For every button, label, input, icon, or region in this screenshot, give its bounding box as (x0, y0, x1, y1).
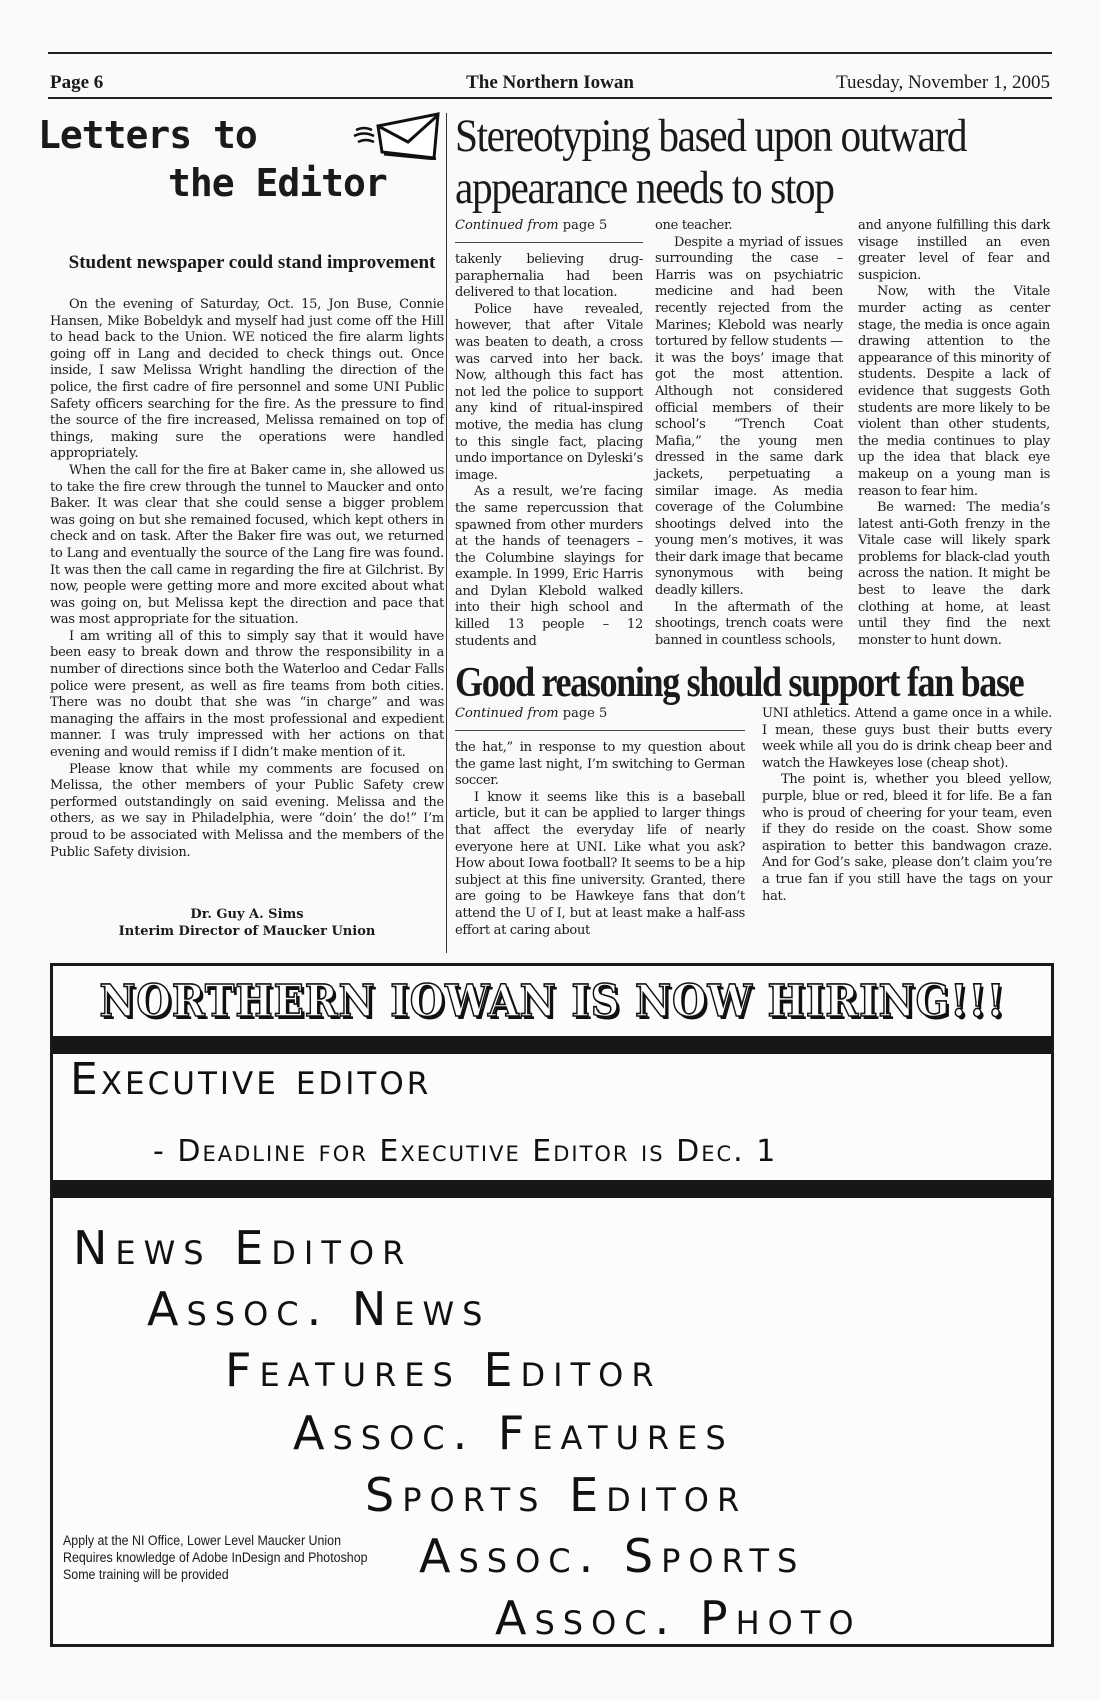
letter-headline: Student newspaper could stand improvement (68, 252, 436, 273)
signature-name: Dr. Guy A. Sims (190, 907, 304, 922)
article1-continued-from (455, 218, 607, 233)
article-paragraph: In the aftermath of the shootings, trench coats were banned in countless schools, (655, 599, 843, 648)
continued-rule (455, 242, 643, 243)
article-paragraph: Now, with the Vitale murder acting as center stage, the media is once again drawing attention to the appearance of this minority of students. Despite a lack of evidence that suggests Goth students are more likely to be violent than other students, the media continues to play up the idea that black eye makeup on a young man is reason to fear him. (858, 284, 1050, 499)
column-divider (446, 113, 447, 953)
article-paragraph: Police have revealed, however, that after Vitale was beaten to death, a cross was carved into her back. Now, although this fact has not led the police to support any kind of ritual-inspired motive, the media has clung to this single fact, placing undo importance on Dyleski’s image. (455, 301, 643, 483)
position-assoc-news: Assoc. News (147, 1282, 491, 1336)
continued-rule (455, 730, 745, 731)
masthead-top-rule (48, 52, 1052, 54)
article2-continued-from (455, 706, 607, 721)
hiring-banner (53, 966, 1051, 1036)
article2-headline: Good reasoning should support fan base (455, 660, 1024, 706)
article-paragraph: one teacher. (655, 218, 733, 233)
hiring-banner-text: NORTHERN IOWAN IS NOW HIRING!!! (99, 975, 1005, 1027)
article-paragraph: takenly believing drug-paraphernalia had been delivered to that location. (455, 252, 643, 301)
article-paragraph: the hat,” in response to my question about the game last night, I’m switching to German soccer. (455, 740, 745, 789)
letter-body (50, 297, 444, 861)
position-executive-editor: Executive editor (70, 1054, 432, 1105)
article2-column-1 (455, 740, 745, 939)
hiring-advertisement (50, 963, 1054, 1647)
letter-paragraph: On the evening of Saturday, Oct. 15, Jon Buse, Connie Hansen, Mike Bobeldyk and myself had just come off the Hill to head back to the Union. WE noticed the fire alarm lights going off in Lang and decided to check things out. Once inside, I saw Melissa Wright handling the direction of the police, the first cadre of fire personnel and some UNI Public Safety officers searching for the fire. As the pressure to find the source of the fire increased, Melissa remained on top of things, making sure the operations were handled appropriately. (50, 297, 444, 462)
article-paragraph: The point is, whether you bleed yellow, purple, blue or red, bleed it for life. Be a fan who is proud of cheering for your team, even if they do reside on the coast. Show some aspiration to better this bandwagon craze. And for God’s sake, please don’t claim you’re a true fan if you still have the tags on your hat. (762, 772, 1052, 904)
letter-paragraph: Please know that while my comments are focused on Melissa, the other members of your Public Safety crew performed outstandingly on said evening. Melissa and the others, as we say in Philadelphia, were “doin’ the do!” I’m proud to be associated with Melissa and the members of the Public Safety division. (50, 761, 444, 860)
position-assoc-photo: Assoc. Photo (495, 1591, 862, 1645)
article-paragraph: Be warned: The media’s latest anti-Goth frenzy in the Vitale case will likely spark problems for black-clad youth across the nation. It might be best to leave the dark clothing at home, at least until they find the next monster to hunt down. (858, 500, 1050, 648)
continued-label: Continued from (455, 218, 559, 233)
page-number: Page 6 (50, 72, 104, 93)
article-paragraph: Despite a myriad of issues surrounding the case – Harris was on psychiatric medicine and had been recently rejected from the Marines; Klebold was nearly tortured by fellow students — it was the boys’ image that got the most attention. Although not considered official members of their school’s “Trench Coat Mafia,” the young men dressed in the same dark jackets, perpetuating a similar image. As media coverage of the Columbine shootings delved into the young men’s motives, it was their dark image that became synonymous with being deadly killers. (655, 234, 843, 599)
letter-paragraph: I am writing all of this to simply say that it would have been easy to break down and throw the responsibility in a number of directions since both the Waterloo and Cedar Falls police were present, as well as fire teams from both cities. There was no doubt that she was “in charge” and was managing the affairs in the most professional and expedient manner. I was truly impressed with her actions on that evening and would remiss if I didn’t make mention of it. (50, 628, 444, 761)
article1-column-1 (455, 252, 643, 650)
article-paragraph: UNI athletics. Attend a game once in a while. I mean, these guys bust their butts every week while all you do is drink cheap beer and watch the Hawkeyes lose (cheap shot). (762, 706, 1052, 771)
section-title-line2: the Editor (168, 161, 387, 205)
position-assoc-features: Assoc. Features (293, 1406, 734, 1460)
issue-date: Tuesday, November 1, 2005 (836, 72, 1050, 93)
ad-divider-bar (53, 1180, 1051, 1198)
deadline-notice: - Deadline for Executive Editor is Dec. 1 (153, 1134, 778, 1169)
application-notes (63, 1532, 368, 1583)
article1-column-2 (655, 218, 843, 649)
continued-label: Continued from (455, 706, 559, 721)
article1-headline-line2: appearance needs to stop (455, 162, 834, 214)
letter-paragraph: When the call for the fire at Baker came in, she allowed us to take the fire crew through the tunnel to Maucker and onto Baker. It was clear that she could sense a bigger problem was going on but she remained focused, which kept others in check and on task. After the Baker fire was out, we returned to Lang and eventually the source of the Lang fire was found. It was then the call came in regarding the fire at Gilchrist. By now, people were getting more and more excited about what was going on, but Melissa kept the direction and pace that was most appropriate for the situation. (50, 462, 444, 628)
article-paragraph: I know it seems like this is a baseball article, but it can be applied to larger things that affect the everyday life of nearly everyone here at UNI. Like what you ask? How about Iowa football? It seems to be a hip subject at this fine university. Granted, there are going to be Hawkeye fans that don’t attend the U of I, but at least make a half-ass effort at caring about (455, 789, 745, 938)
envelope-icon (352, 112, 442, 160)
article1-headline (455, 110, 992, 214)
application-note: Apply at the NI Office, Lower Level Maucker Union (63, 1533, 341, 1548)
article1-column-3 (858, 218, 1050, 649)
position-assoc-sports: Assoc. Sports (419, 1529, 806, 1583)
article-paragraph: and anyone fulfilling this dark visage instilled an even greater level of fear and suspicion. (858, 218, 1050, 283)
application-note: Requires knowledge of Adobe InDesign and Photoshop (63, 1550, 368, 1565)
continued-page: page 5 (558, 706, 608, 721)
section-title-line1: Letters to (38, 113, 257, 157)
ad-divider-bar (53, 1036, 1051, 1054)
position-features-editor: Features Editor (225, 1343, 662, 1397)
masthead-bottom-rule (48, 97, 1052, 99)
newspaper-name: The Northern Iowan (466, 72, 634, 93)
signature-title: Interim Director of Maucker Union (118, 924, 376, 939)
article2-column-2 (762, 706, 1052, 905)
position-sports-editor: Sports Editor (365, 1468, 748, 1522)
position-news-editor: News Editor (73, 1221, 413, 1275)
article1-headline-line1: Stereotyping based upon outward (455, 110, 967, 162)
continued-page: page 5 (558, 218, 608, 233)
article-paragraph: As a result, we’re facing the same repercussion that spawned from other murders at the hands of teenagers – the Columbine slayings for example. In 1999, Eric Harris and Dylan Klebold walked into their high school and killed 13 people – 12 students and (455, 484, 643, 649)
application-note: Some training will be provided (63, 1567, 229, 1582)
